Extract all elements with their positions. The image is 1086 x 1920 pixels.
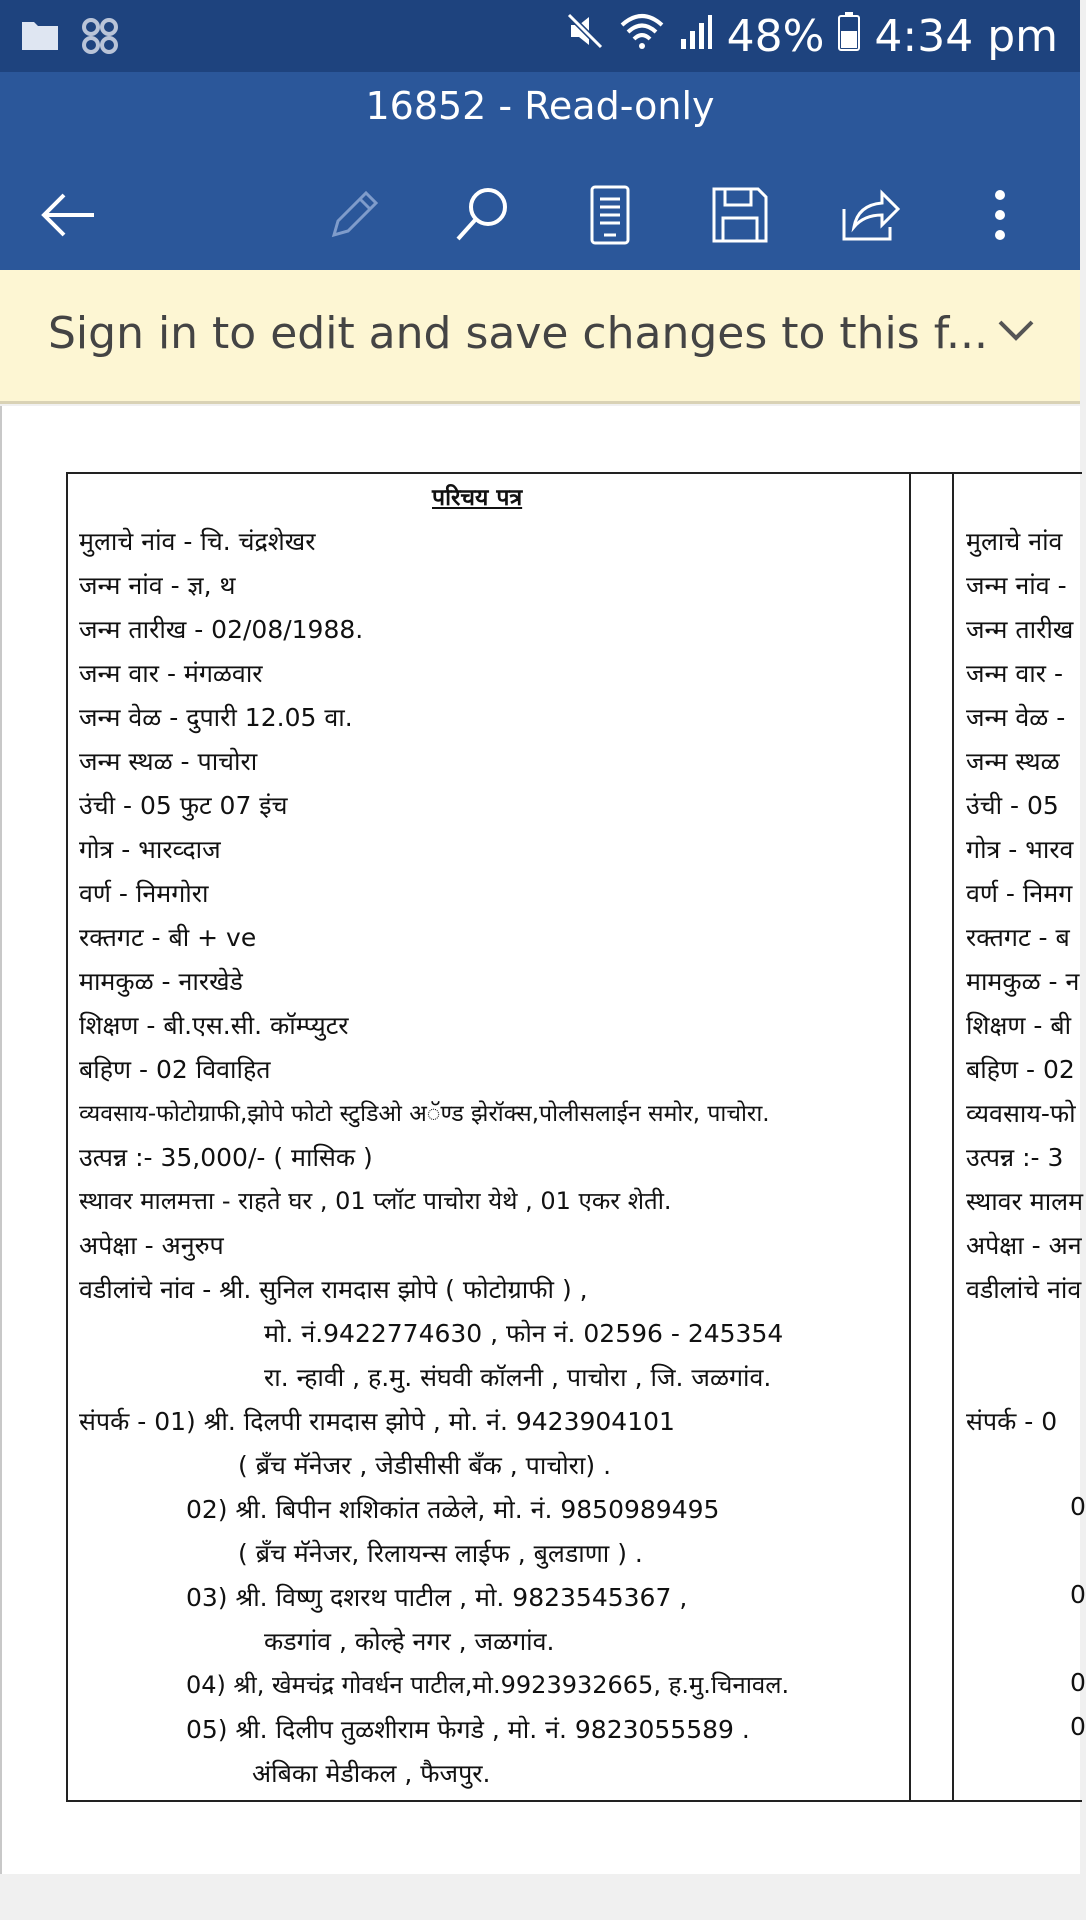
more-options-button[interactable] xyxy=(950,162,1050,272)
text-line: अंबिका मेडीकल , फैजपुर. xyxy=(252,1759,491,1788)
right-text-line: स्थावर मालम xyxy=(966,1187,1084,1216)
text-line: मुलाचे नांव - चि. चंद्रशेखर xyxy=(79,527,316,556)
share-icon xyxy=(840,187,900,247)
search-icon xyxy=(452,185,512,249)
clock: 4:34 pm xyxy=(874,10,1058,62)
right-text-line: अपेक्षा - अन xyxy=(966,1231,1082,1260)
right-text-line: वर्ण - निमग xyxy=(966,879,1073,908)
text-line: वर्ण - निमगोरा xyxy=(79,879,209,908)
app-bar xyxy=(0,72,1080,270)
text-line: उंची - 05 फुट 07 इंच xyxy=(79,791,288,820)
text-line: रक्तगट - बी + ve xyxy=(79,923,257,952)
right-text-line: 0 xyxy=(1070,1712,1086,1741)
text-line: स्थावर मालमत्ता - राहते घर , 01 प्लॉट पाचोरा येथे , 01 एकर शेती. xyxy=(79,1187,672,1215)
right-text-line: शिक्षण - बी xyxy=(966,1011,1072,1040)
text-line: जन्म नांव - ज्ञ, थ xyxy=(79,571,236,600)
right-text-line: जन्म स्थळ xyxy=(966,747,1060,776)
text-line: 02) श्री. बिपीन शशिकांत तळेले, मो. नं. 9850989495 xyxy=(186,1495,720,1524)
right-text-line: जन्म वेळ - xyxy=(966,703,1066,732)
folder-icon xyxy=(20,16,60,60)
divider xyxy=(911,1800,1082,1802)
signal-icon xyxy=(679,11,713,62)
right-text-line: बहिण - 02 xyxy=(966,1055,1075,1084)
edit-button[interactable] xyxy=(304,162,404,272)
text-line: ( ब्रँच मॅनेजर , जेडीसीसी बँक , पाचोरा) . xyxy=(238,1451,612,1480)
text-line: कडगांव , कोल्हे नगर , जळगांव. xyxy=(264,1627,555,1656)
wifi-icon xyxy=(619,11,665,62)
battery-icon xyxy=(838,11,860,62)
text-line: 03) श्री. विष्णु दशरथ पाटील , मो. 9823545367 , xyxy=(186,1583,688,1612)
text-line: संपर्क - 01) श्री. दिलपी रामदास झोपे , मो. नं. 9423904101 xyxy=(79,1407,675,1436)
right-text-line: मुलाचे नांव xyxy=(966,527,1063,556)
right-text-line: मामकुळ - न xyxy=(966,967,1080,996)
right-text-line: जन्म नांव - xyxy=(966,571,1067,600)
share-button[interactable] xyxy=(820,162,920,272)
right-text-line: जन्म वार - xyxy=(966,659,1063,688)
right-text-line: उंची - 05 xyxy=(966,791,1059,820)
status-bar xyxy=(0,0,1080,72)
text-line: जन्म वेळ - दुपारी 12.05 वा. xyxy=(79,703,353,732)
right-text-line: जन्म तारीख xyxy=(966,615,1074,644)
divider xyxy=(911,472,1082,474)
document-title: 16852 - Read-only xyxy=(365,84,715,128)
text-line: मो. नं.9422774630 , फोन नं. 02596 - 245354 xyxy=(264,1319,784,1348)
text-line: मामकुळ - नारखेडे xyxy=(79,967,243,996)
chevron-down-icon[interactable] xyxy=(996,314,1036,348)
document-page[interactable] xyxy=(0,406,1086,1874)
text-line: ( ब्रँच मॅनेजर, रिलायन्स लाईफ , बुलडाणा ) . xyxy=(238,1539,643,1568)
more-icon xyxy=(990,187,1010,247)
edit-pencil-icon xyxy=(326,187,382,247)
right-text-line: 0 xyxy=(1070,1492,1086,1521)
search-button[interactable] xyxy=(432,162,532,272)
text-line: 05) श्री. दिलीप तुळशीराम फेगडे , मो. नं. 9823055589 . xyxy=(186,1715,750,1744)
text-line: अपेक्षा - अनुरुप xyxy=(79,1231,224,1260)
right-text-line: 0 xyxy=(1070,1668,1086,1697)
text-line: जन्म वार - मंगळवार xyxy=(79,659,263,688)
text-line: जन्म स्थळ - पाचोरा xyxy=(79,747,258,776)
mute-icon xyxy=(565,11,605,62)
back-button[interactable] xyxy=(18,162,118,272)
sign-in-banner-text: Sign in to edit and save changes to this f... xyxy=(48,308,988,359)
save-icon xyxy=(711,186,769,248)
right-text-line: गोत्र - भारव xyxy=(966,835,1074,864)
text-line: जन्म तारीख - 02/08/1988. xyxy=(79,615,364,644)
text-line: बहिण - 02 विवाहित xyxy=(79,1055,271,1084)
text-line: शिक्षण - बी.एस.सी. कॉम्प्युटर xyxy=(79,1011,349,1040)
right-text-line: रक्तगट - ब xyxy=(966,923,1070,952)
mobile-view-button[interactable] xyxy=(560,162,660,272)
mobile-view-icon xyxy=(588,185,632,249)
right-text-line: 0 xyxy=(1070,1580,1086,1609)
text-line: 04) श्री, खेमचंद्र गोवर्धन पाटील,मो.9923932665, ह.मु.चिनावल. xyxy=(186,1671,790,1699)
text-line: उत्पन्न :- 35,000/- ( मासिक ) xyxy=(79,1143,373,1172)
sign-in-banner[interactable] xyxy=(0,270,1080,404)
right-text-line: वडीलांचे नांव xyxy=(966,1275,1082,1304)
text-line: वडीलांचे नांव - श्री. सुनिल रामदास झोपे ( फोटोग्राफी ) , xyxy=(79,1275,588,1304)
right-card-border xyxy=(952,472,954,1802)
text-line: रा. न्हावी , ह.मु. संघवी कॉलनी , पाचोरा , जि. जळगांव. xyxy=(264,1363,772,1392)
bottom-area xyxy=(0,1874,1080,1920)
right-text-line: व्यवसाय-फो xyxy=(966,1099,1076,1128)
battery-percent: 48% xyxy=(726,10,825,62)
save-button[interactable] xyxy=(690,162,790,272)
card-heading: परिचय पत्र xyxy=(432,485,523,511)
back-arrow-icon xyxy=(38,190,98,244)
right-text-line: उत्पन्न :- 3 xyxy=(966,1143,1064,1172)
app-icon xyxy=(80,16,120,60)
text-line: गोत्र - भारव्दाज xyxy=(79,835,221,864)
text-line: व्यवसाय-फोटोग्राफी,झोपे फोटो स्टुडिओ अॅण्ड झेरॉक्स,पोलीसलाईन समोर, पाचोरा. xyxy=(79,1101,770,1127)
right-text-line: संपर्क - 0 xyxy=(966,1407,1058,1436)
